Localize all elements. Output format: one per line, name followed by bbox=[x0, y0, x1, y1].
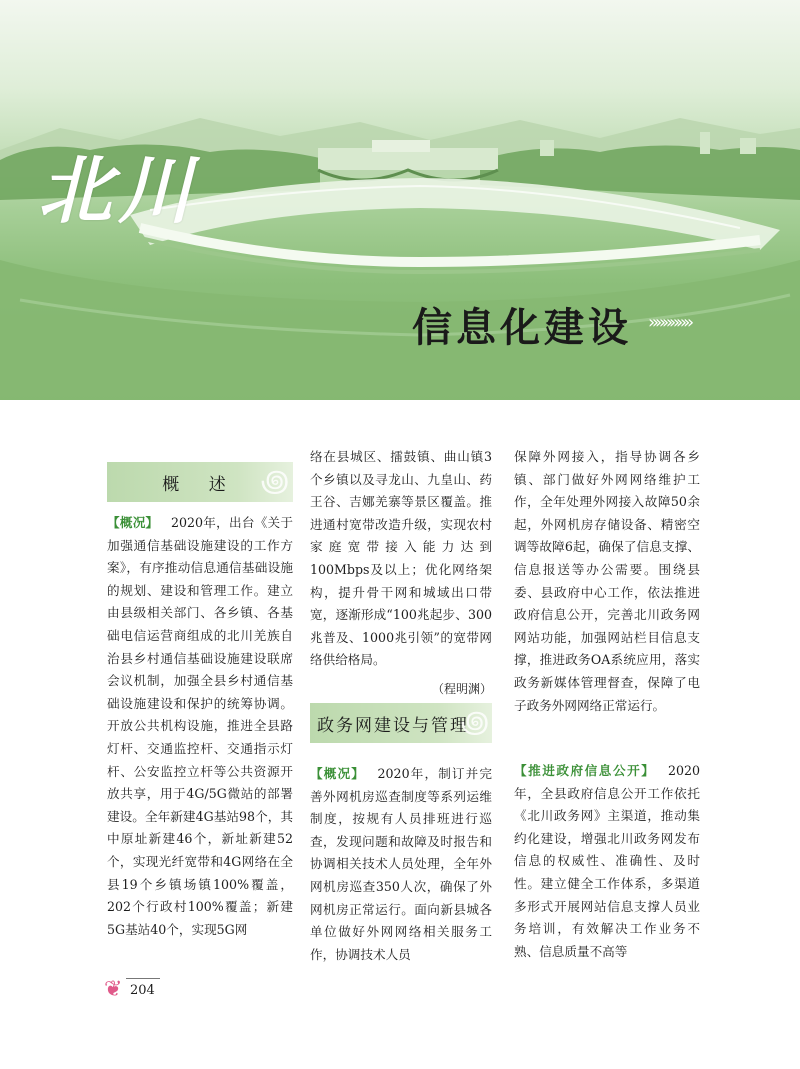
cloud-swirl-icon: ꩜ bbox=[460, 705, 490, 740]
paragraph-lead: 【概况】 bbox=[107, 515, 159, 530]
region-title: 北川 bbox=[38, 148, 198, 234]
page-number: 204 bbox=[130, 983, 155, 998]
banner-image bbox=[0, 0, 800, 400]
flower-page-icon: ❦ bbox=[104, 977, 123, 1002]
column-1 bbox=[107, 512, 293, 941]
column-3-lower bbox=[514, 760, 700, 963]
column-2 bbox=[310, 446, 492, 701]
paragraph: 保障外网接入，指导协调各乡镇、部门做好外网网络维护工作，全年处理外网接入故障50余起，外网机房存储设备、精密空调等故障6起，确保了信息支撑、信息报送等办公需要。围绕县委、县政府中心工作，依法推进政府信息公开，完善北川政务网网站功能，加强网站栏目信息支撑，推进政务OA系统应用，落实政务新媒体管理督查，保障了电子政务外网网络正常运行。 bbox=[514, 449, 700, 713]
author-credit: （程明渊） bbox=[431, 681, 492, 696]
cloud-swirl-icon: ꩜ bbox=[260, 464, 290, 499]
paragraph-lead: 【概况】 bbox=[310, 766, 365, 781]
paragraph-body: 2020年，全县政府信息公开工作依托《北川政务网》主渠道，推动集约化建设，增强北川政务网发布信息的权威性、准确性、及时性。建立健全工作体系，多渠道多形式开展网站信息支撑人员业务培训，有效解决工作业务不熟、信息质量不高等 bbox=[514, 763, 700, 959]
section-heading-egov: 政务网建设与管理 bbox=[310, 703, 492, 743]
column-3 bbox=[514, 446, 700, 717]
section-heading-overview: 概 述 bbox=[107, 462, 293, 502]
paragraph-body: 2020年，制订并完善外网机房巡查制度等系列运维制度，按规有人员排班进行巡查，发现问题和故障及时报告和协调相关技术人员处理，全年外网机房巡查350人次，确保了外网机房正常运行。面向新县城各单位做好外网网络相关服务工作，协调技术人员 bbox=[310, 766, 492, 962]
paragraph bbox=[514, 760, 700, 963]
paragraph-lead: 【推进政府信息公开】 bbox=[514, 763, 656, 778]
paragraph bbox=[107, 512, 293, 941]
page-divider bbox=[126, 978, 160, 979]
paragraph: 络在县城区、擂鼓镇、曲山镇3个乡镇以及寻龙山、九皇山、药王谷、吉娜羌寨等景区覆盖。推进通村宽带改造升级，实现农村家庭宽带接入能力达到100Mbps及以上；优化网络架构，提升骨干网和城域出口带宽，逐渐形成“100兆起步、300兆普及、1000兆引领”的宽带网络供给格局。 bbox=[310, 449, 492, 668]
paragraph bbox=[310, 763, 492, 966]
chapter-title: 信息化建设 bbox=[412, 305, 632, 351]
paragraph-body: 2020年，出台《关于加强通信基础设施建设的工作方案》，有序推动信息通信基础设施的规划、建设和管理工作。建立由县级相关部门、各乡镇、各基础电信运营商组成的北川羌族自治县乡村通信基础设施建设联席会议机制，加强全县乡村通信基础设施建设和保护的统筹协调。开放公共机构设施，推进全县路灯杆、交通监控杆、交通指示灯杆、公安监控立杆等公共资源开放共享，用于4G/5G微站的部署建设。全年新建4G基站98个，其中原址新建46个，新址新建52个，实现光纤宽带和4G网络在全县19个乡镇场镇100%覆盖，202个行政村100%覆盖；新建5G基站40个，实现5G网 bbox=[107, 515, 293, 937]
chevron-decoration-icon: »»»»»» bbox=[648, 312, 691, 333]
column-2-lower bbox=[310, 763, 492, 966]
